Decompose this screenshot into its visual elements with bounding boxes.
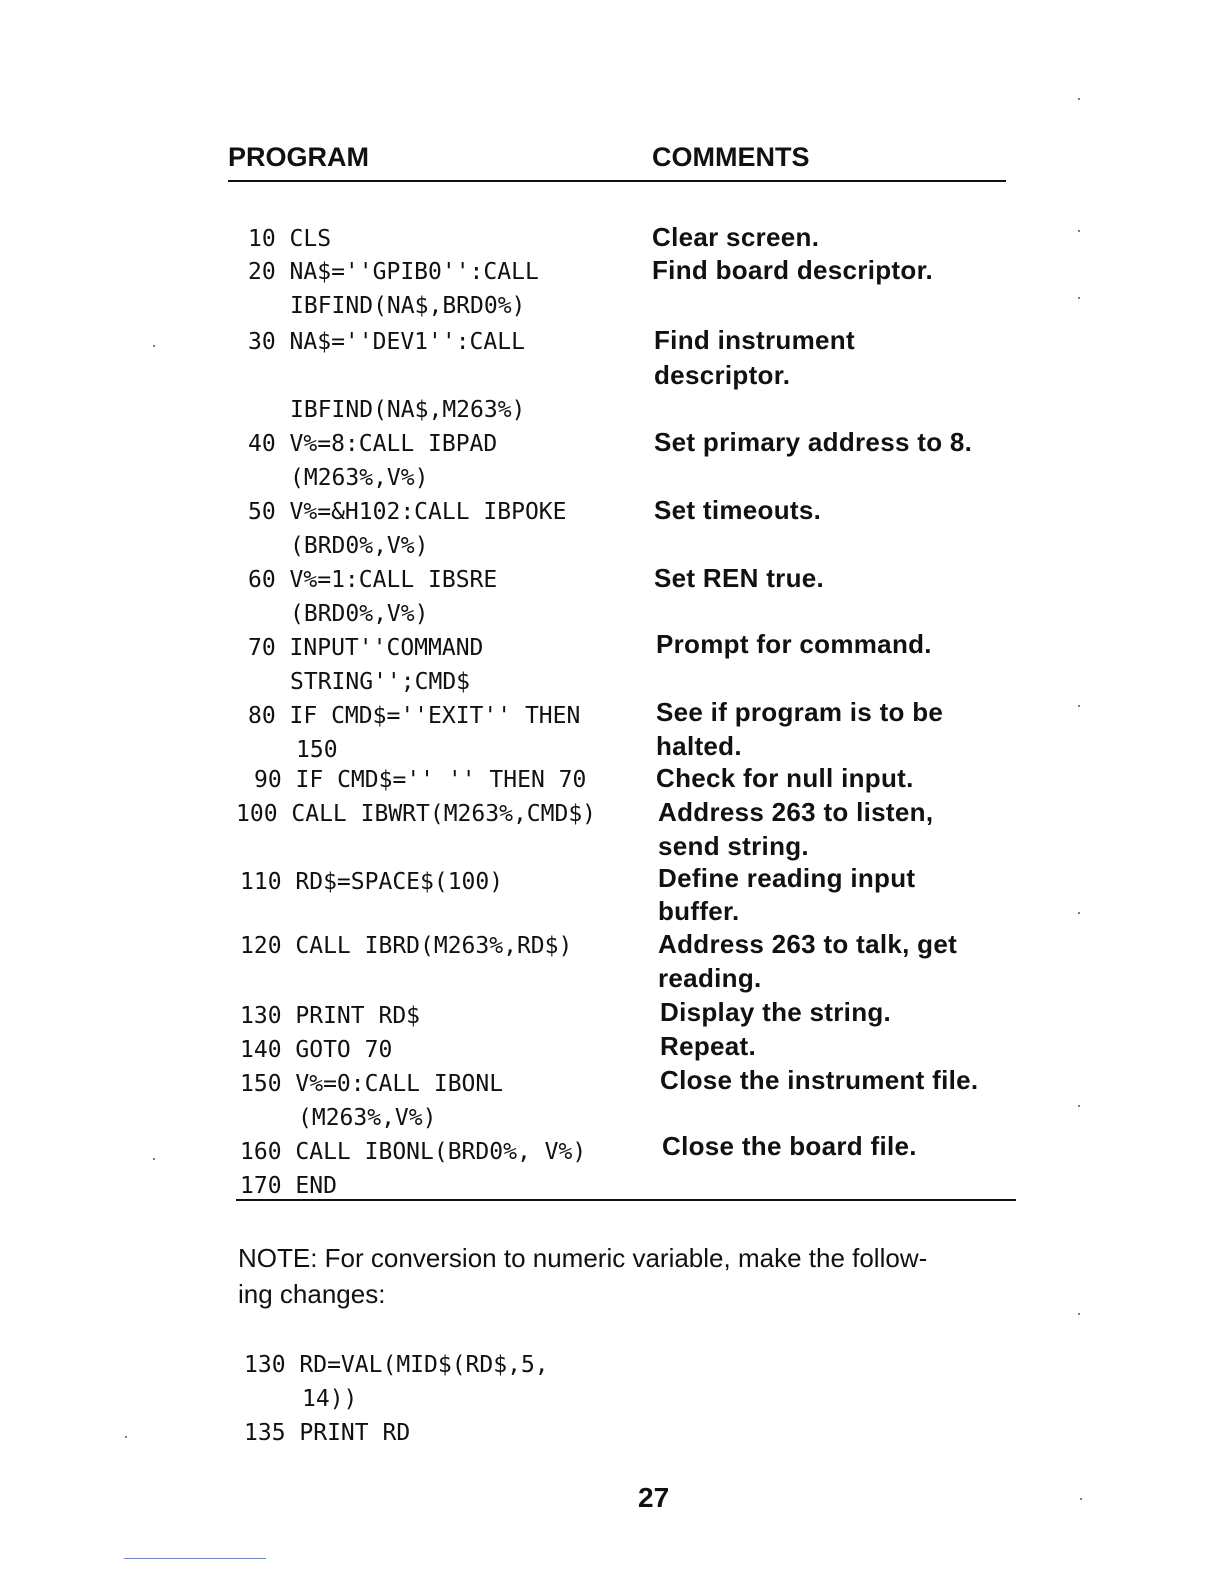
listing-bottom-rule xyxy=(236,1199,1016,1201)
note-line: NOTE: For conversion to numeric variable, make the follow- xyxy=(238,1243,928,1273)
scan-speck xyxy=(153,345,155,347)
note-paragraph xyxy=(238,1240,1028,1312)
program-line: 30 NA$=''DEV1'':CALL xyxy=(248,329,525,355)
scan-speck xyxy=(1078,705,1080,707)
program-line: 10 CLS xyxy=(248,226,332,252)
scan-speck xyxy=(1078,912,1080,914)
comment-line: descriptor. xyxy=(654,360,791,390)
scan-speck xyxy=(1078,230,1080,232)
scan-speck xyxy=(153,1158,155,1160)
program-line: 40 V%=8:CALL IBPAD xyxy=(248,431,498,457)
comment-line: Find instrument xyxy=(654,325,855,355)
program-line: 90 IF CMD$='' '' THEN 70 xyxy=(254,767,587,793)
program-line: 120 CALL IBRD(M263%,RD$) xyxy=(240,933,573,959)
scan-speck xyxy=(1078,98,1080,100)
comment-line: Check for null input. xyxy=(656,763,914,793)
comment-line: Set timeouts. xyxy=(654,495,822,525)
comment-line: halted. xyxy=(656,731,742,761)
program-line: 150 V%=0:CALL IBONL xyxy=(240,1071,504,1097)
scan-speck xyxy=(1080,1498,1082,1500)
program-line: 170 END xyxy=(240,1173,337,1199)
comment-line: Close the board file. xyxy=(662,1131,917,1161)
comment-line: See if program is to be xyxy=(656,697,944,727)
program-line: IBFIND(NA$,M263%) xyxy=(290,397,526,423)
program-line: (BRD0%,V%) xyxy=(290,533,429,559)
comment-line: buffer. xyxy=(658,896,740,926)
program-line: (BRD0%,V%) xyxy=(290,601,429,627)
program-line: 110 RD$=SPACE$(100) xyxy=(240,869,504,895)
comment-line: Prompt for command. xyxy=(656,629,932,659)
note-code-line: 130 RD=VAL(MID$(RD$,5, xyxy=(244,1352,549,1378)
comment-line: Set primary address to 8. xyxy=(654,427,973,457)
comment-line: Define reading input xyxy=(658,863,916,893)
program-line: 70 INPUT''COMMAND xyxy=(248,635,484,661)
comment-line: Address 263 to talk, get xyxy=(658,929,958,959)
program-line: 130 PRINT RD$ xyxy=(240,1003,421,1029)
program-line: 20 NA$=''GPIB0'':CALL xyxy=(248,259,539,285)
comment-line: send string. xyxy=(658,831,809,861)
note-code-line: 14)) xyxy=(302,1386,358,1412)
scan-edge-line xyxy=(124,1558,266,1559)
comment-line: Address 263 to listen, xyxy=(658,797,934,827)
scan-speck xyxy=(1078,297,1080,299)
comment-line: Find board descriptor. xyxy=(652,255,934,285)
program-line: (M263%,V%) xyxy=(298,1105,437,1131)
comment-line: Repeat. xyxy=(660,1031,757,1061)
header-rule xyxy=(228,180,1006,182)
program-line: 150 xyxy=(296,737,338,763)
comment-line: Close the instrument file. xyxy=(660,1065,979,1095)
scan-speck xyxy=(125,1436,127,1438)
comment-line: reading. xyxy=(658,963,762,993)
program-line: 60 V%=1:CALL IBSRE xyxy=(248,567,498,593)
program-line: STRING'';CMD$ xyxy=(290,669,471,695)
program-line: 140 GOTO 70 xyxy=(240,1037,393,1063)
program-line: (M263%,V%) xyxy=(290,465,429,491)
comment-line: Display the string. xyxy=(660,997,892,1027)
comments-column-header: COMMENTS xyxy=(652,142,810,172)
page-number: 27 xyxy=(638,1482,670,1513)
comment-line: Set REN true. xyxy=(654,563,825,593)
program-line: IBFIND(NA$,BRD0%) xyxy=(290,293,526,319)
program-line: 100 CALL IBWRT(M263%,CMD$) xyxy=(236,801,597,827)
scan-speck xyxy=(1078,1313,1080,1315)
program-line: 80 IF CMD$=''EXIT'' THEN xyxy=(248,703,581,729)
note-line: ing changes: xyxy=(238,1279,386,1309)
note-code-line: 135 PRINT RD xyxy=(244,1420,411,1446)
comment-line: Clear screen. xyxy=(652,222,820,252)
program-line: 50 V%=&H102:CALL IBPOKE xyxy=(248,499,567,525)
program-line: 160 CALL IBONL(BRD0%, V%) xyxy=(240,1139,587,1165)
scan-speck xyxy=(1078,1105,1080,1107)
program-column-header: PROGRAM xyxy=(228,142,369,172)
